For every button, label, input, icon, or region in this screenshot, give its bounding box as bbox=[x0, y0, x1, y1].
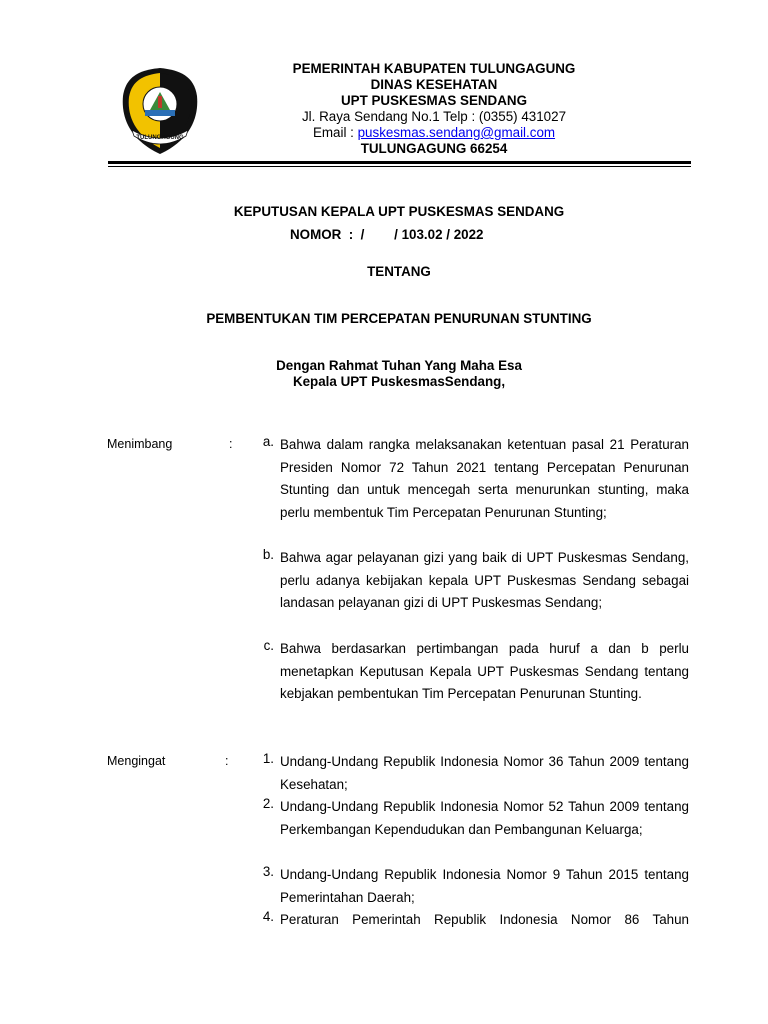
mengingat-item-3: Undang-Undang Republik Indonesia Nomor 9 Tahun 2015 tentang Pemerintahan Daerah; bbox=[280, 867, 689, 905]
letterhead-address: Jl. Raya Sendang No.1 Telp : (0355) 431027 bbox=[301, 109, 567, 124]
email-link[interactable]: puskesmas.sendang@gmail.com bbox=[357, 125, 556, 140]
mengingat-marker-1: 1. bbox=[262, 751, 274, 766]
letterhead-rule-thin bbox=[108, 166, 691, 167]
letterhead bbox=[230, 61, 638, 157]
logo-text: TULUNGAGUNG bbox=[136, 135, 184, 141]
letterhead-rule-thick bbox=[108, 161, 691, 164]
menimbang-marker-b: b. bbox=[262, 547, 274, 562]
mengingat-marker-4: 4. bbox=[262, 909, 274, 924]
menimbang-marker-c: c. bbox=[263, 638, 274, 653]
letterhead-unit: UPT PUSKESMAS SENDANG bbox=[340, 93, 527, 108]
preamble-line-1: Dengan Rahmat Tuhan Yang Maha Esa bbox=[276, 358, 522, 373]
tentang-heading: TENTANG bbox=[367, 264, 431, 279]
decree-subject: PEMBENTUKAN TIM PERCEPATAN PENURUNAN STUNTING bbox=[206, 311, 592, 326]
mengingat-colon: : bbox=[225, 754, 229, 768]
letterhead-government: PEMERINTAH KABUPATEN TULUNGAGUNG bbox=[292, 61, 576, 76]
menimbang-colon: : bbox=[229, 437, 233, 451]
letterhead-agency: DINAS KESEHATAN bbox=[370, 77, 498, 92]
menimbang-item-c: Bahwa berdasarkan pertimbangan pada huruf a dan b perlu menetapkan Keputusan Kepala UPT Puskesmas Sendang tentang kebjakan pembentukan Tim Percepatan Penurunan Stunting. bbox=[280, 641, 689, 702]
menimbang-marker-a: a. bbox=[262, 434, 274, 449]
mengingat-marker-2: 2. bbox=[262, 796, 274, 811]
email-label: Email : bbox=[312, 125, 358, 140]
menimbang-label: Menimbang bbox=[107, 437, 173, 451]
mengingat-marker-3: 3. bbox=[262, 864, 274, 879]
letterhead-email-line bbox=[230, 125, 638, 141]
letterhead-city: TULUNGAGUNG 66254 bbox=[360, 141, 508, 156]
tulungagung-regency-logo bbox=[120, 66, 200, 156]
mengingat-item-1: Undang-Undang Republik Indonesia Nomor 36 Tahun 2009 tentang Kesehatan; bbox=[280, 754, 689, 792]
mengingat-label: Mengingat bbox=[107, 754, 166, 768]
decree-number: NOMOR : / / 103.02 / 2022 bbox=[290, 227, 484, 242]
menimbang-item-a: Bahwa dalam rangka melaksanakan ketentuan pasal 21 Peraturan Presiden Nomor 72 Tahun 2021 tentang Percepatan Penurunan Stunting dan untuk mencegah serta menurunkan stunting, maka perlu membentuk Tim Percepatan Penurunan Stunting; bbox=[280, 437, 689, 520]
mengingat-item-2: Undang-Undang Republik Indonesia Nomor 52 Tahun 2009 tentang Perkembangan Kependudukan dan Pembangunan Keluarga; bbox=[280, 799, 689, 837]
preamble-line-2: Kepala UPT PuskesmasSendang, bbox=[292, 374, 506, 389]
decree-title: KEPUTUSAN KEPALA UPT PUSKESMAS SENDANG bbox=[233, 204, 565, 219]
mengingat-item-4: Peraturan Pemerintah Republik Indonesia Nomor 86 Tahun bbox=[280, 912, 689, 927]
menimbang-item-b: Bahwa agar pelayanan gizi yang baik di UPT Puskesmas Sendang, perlu adanya kebijakan kepala UPT Puskesmas Sendang sebagai landasan pelayanan gizi di UPT Puskesmas Sendang; bbox=[280, 550, 689, 611]
